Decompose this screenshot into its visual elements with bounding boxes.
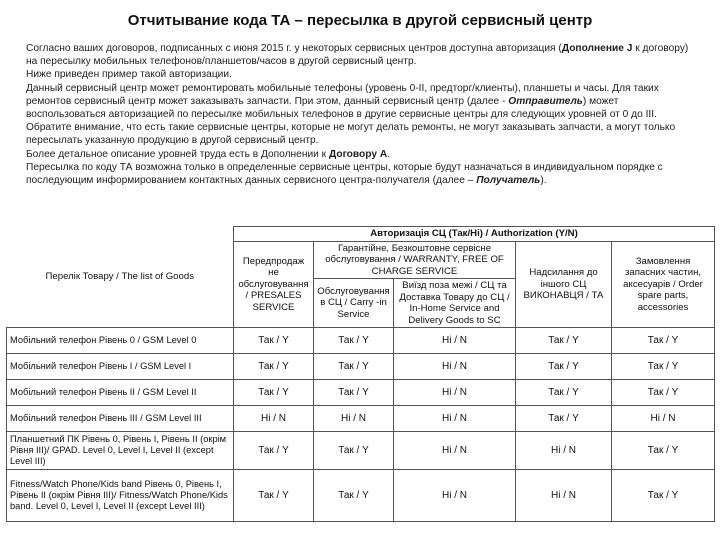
- presales-value: Ні / N: [234, 406, 314, 432]
- table-row: [7, 354, 715, 380]
- text-span: ) может воспользоваться авторизацией по пересылке мобильных телефонов в другие сервисные центры для следующих уровней от 0 до III.: [26, 95, 657, 121]
- addendum-j-ref: Дополнение J: [561, 43, 633, 54]
- carry-in-value: Так / Y: [314, 380, 394, 406]
- presales-value: Так / Y: [234, 470, 314, 522]
- carry-in-value: Так / Y: [314, 354, 394, 380]
- product-cell: Мобільний телефон Рівень III / GSM Level III: [7, 406, 234, 432]
- intro-paragraph-6: [26, 161, 696, 187]
- parts-value: Так / Y: [612, 380, 715, 406]
- presales-value: Так / Y: [234, 432, 314, 470]
- table-row: [7, 380, 715, 406]
- header-in-home: Виїзд поза межі / СЦ та Доставка Товару до СЦ / In-Home Service and Delivery Goods to SC: [394, 279, 516, 328]
- intro-paragraph-4: Обратите внимание, что есть такие сервисные центры, которые не могут делать ремонты, не могут заказывать запчасти, а могут только пересылать указанную продукцию в другой сервисный центр.: [26, 122, 676, 147]
- parts-value: Так / Y: [612, 432, 715, 470]
- carry-in-value: Ні / N: [314, 406, 394, 432]
- product-cell: Планшетний ПК Рівень 0, Рівень I, Рівень II (окрім Рівня III)/ GPAD. Level 0, Level I, Level II (except Level III): [7, 432, 234, 470]
- intro-paragraph-5: [26, 148, 696, 161]
- carry-in-value: Так / Y: [314, 470, 394, 522]
- intro-text: [26, 42, 696, 187]
- text-span: Пересылка по коду ТА возможна только в определенные сервисные центры, которые будут назначаться в индивидуальном порядке с последующим информированием контактных данных сервисного центра-получателя (далее –: [26, 161, 663, 187]
- table-row: [7, 432, 715, 470]
- sender-term: Отправитель: [508, 95, 583, 107]
- parts-value: Ні / N: [612, 406, 715, 432]
- in-home-value: Ні / N: [394, 432, 516, 470]
- in-home-value: Ні / N: [394, 406, 516, 432]
- send-value: Так / Y: [516, 380, 612, 406]
- product-cell: Мобільний телефон Рівень II / GSM Level II: [7, 380, 234, 406]
- header-carry-in: Обслуговування в СЦ / Carry -in Service: [314, 279, 394, 328]
- header-send-to-sc: Надсилання до іншого СЦ ВИКОНАВЦЯ / ТА: [516, 241, 612, 328]
- table-row: [7, 470, 715, 522]
- header-warranty: Гарантійне, Безкоштовне сервісне обслуговування / WARRANTY, FREE OF CHARGE SERVICE: [314, 241, 516, 279]
- page-title: Отчитывание кода ТА – пересылка в другой сервисный центр: [127, 12, 593, 29]
- text-span: Более детальное описание уровней труда есть в Дополнении к: [26, 148, 329, 160]
- carry-in-value: Так / Y: [314, 328, 394, 354]
- table-row: [7, 328, 715, 354]
- in-home-value: Ні / N: [394, 470, 516, 522]
- header-order-parts: Замовлення запасних частин, аксесуарів / Order spare parts, accessories: [612, 241, 715, 328]
- in-home-value: Ні / N: [394, 354, 516, 380]
- presales-value: Так / Y: [234, 380, 314, 406]
- send-value: Ні / N: [516, 470, 612, 522]
- product-cell: Мобільний телефон Рівень 0 / GSM Level 0: [7, 328, 234, 354]
- send-value: Ні / N: [516, 432, 612, 470]
- header-product-list: Перелік Товару / The list of Goods: [7, 227, 234, 328]
- in-home-value: Ні / N: [394, 328, 516, 354]
- intro-paragraph-3: [26, 82, 696, 122]
- parts-value: Так / Y: [612, 354, 715, 380]
- send-value: Так / Y: [516, 354, 612, 380]
- parts-value: Так / Y: [612, 470, 715, 522]
- receiver-term: Получатель: [476, 175, 541, 187]
- send-value: Так / Y: [516, 406, 612, 432]
- header-presales: Передпродаж не обслуговування / PRESALES SERVICE: [234, 241, 314, 328]
- text-span: к договору) на пересылку мобильных телефонов/планшетов/часов в другой сервисный центр.: [26, 43, 689, 68]
- intro-paragraph-1: [26, 42, 696, 68]
- intro-paragraph-2: Ниже приведен пример такой авторизации.: [26, 69, 232, 81]
- table-row: [7, 406, 715, 432]
- presales-value: Так / Y: [234, 328, 314, 354]
- text-span: Согласно ваших договоров, подписанных с июня 2015 г. у некоторых сервисных центров доступна авторизация (: [26, 43, 562, 54]
- text-span: Данный сервисный центр может ремонтировать мобильные телефоны (уровень 0-II, предторг/клиенты), планшеты и часы. Для таких ремонтов сервисный центр может заказывать запчасти. При этом, данный сервисный центр (далее -: [26, 82, 659, 107]
- text-span: .: [387, 148, 391, 160]
- header-authorization: Авторизація СЦ (Так/Ні) / Authorization (Y/N): [234, 227, 715, 242]
- presales-value: Так / Y: [234, 354, 314, 380]
- authorization-table: [6, 226, 715, 522]
- send-value: Так / Y: [516, 328, 612, 354]
- carry-in-value: Так / Y: [314, 432, 394, 470]
- product-cell: Fitness/Watch Phone/Kids band Рівень 0, Рівень I, Рівень II (окрім Рівня III)/ Fitness/Watch Phone/Kids band. Level 0, Level I, Level II (except Level III): [7, 470, 234, 522]
- parts-value: Так / Y: [612, 328, 715, 354]
- product-cell: Мобільний телефон Рівень I / GSM Level I: [7, 354, 234, 380]
- contract-a-ref: Договору А: [328, 148, 388, 160]
- text-span: ).: [540, 175, 547, 187]
- in-home-value: Ні / N: [394, 380, 516, 406]
